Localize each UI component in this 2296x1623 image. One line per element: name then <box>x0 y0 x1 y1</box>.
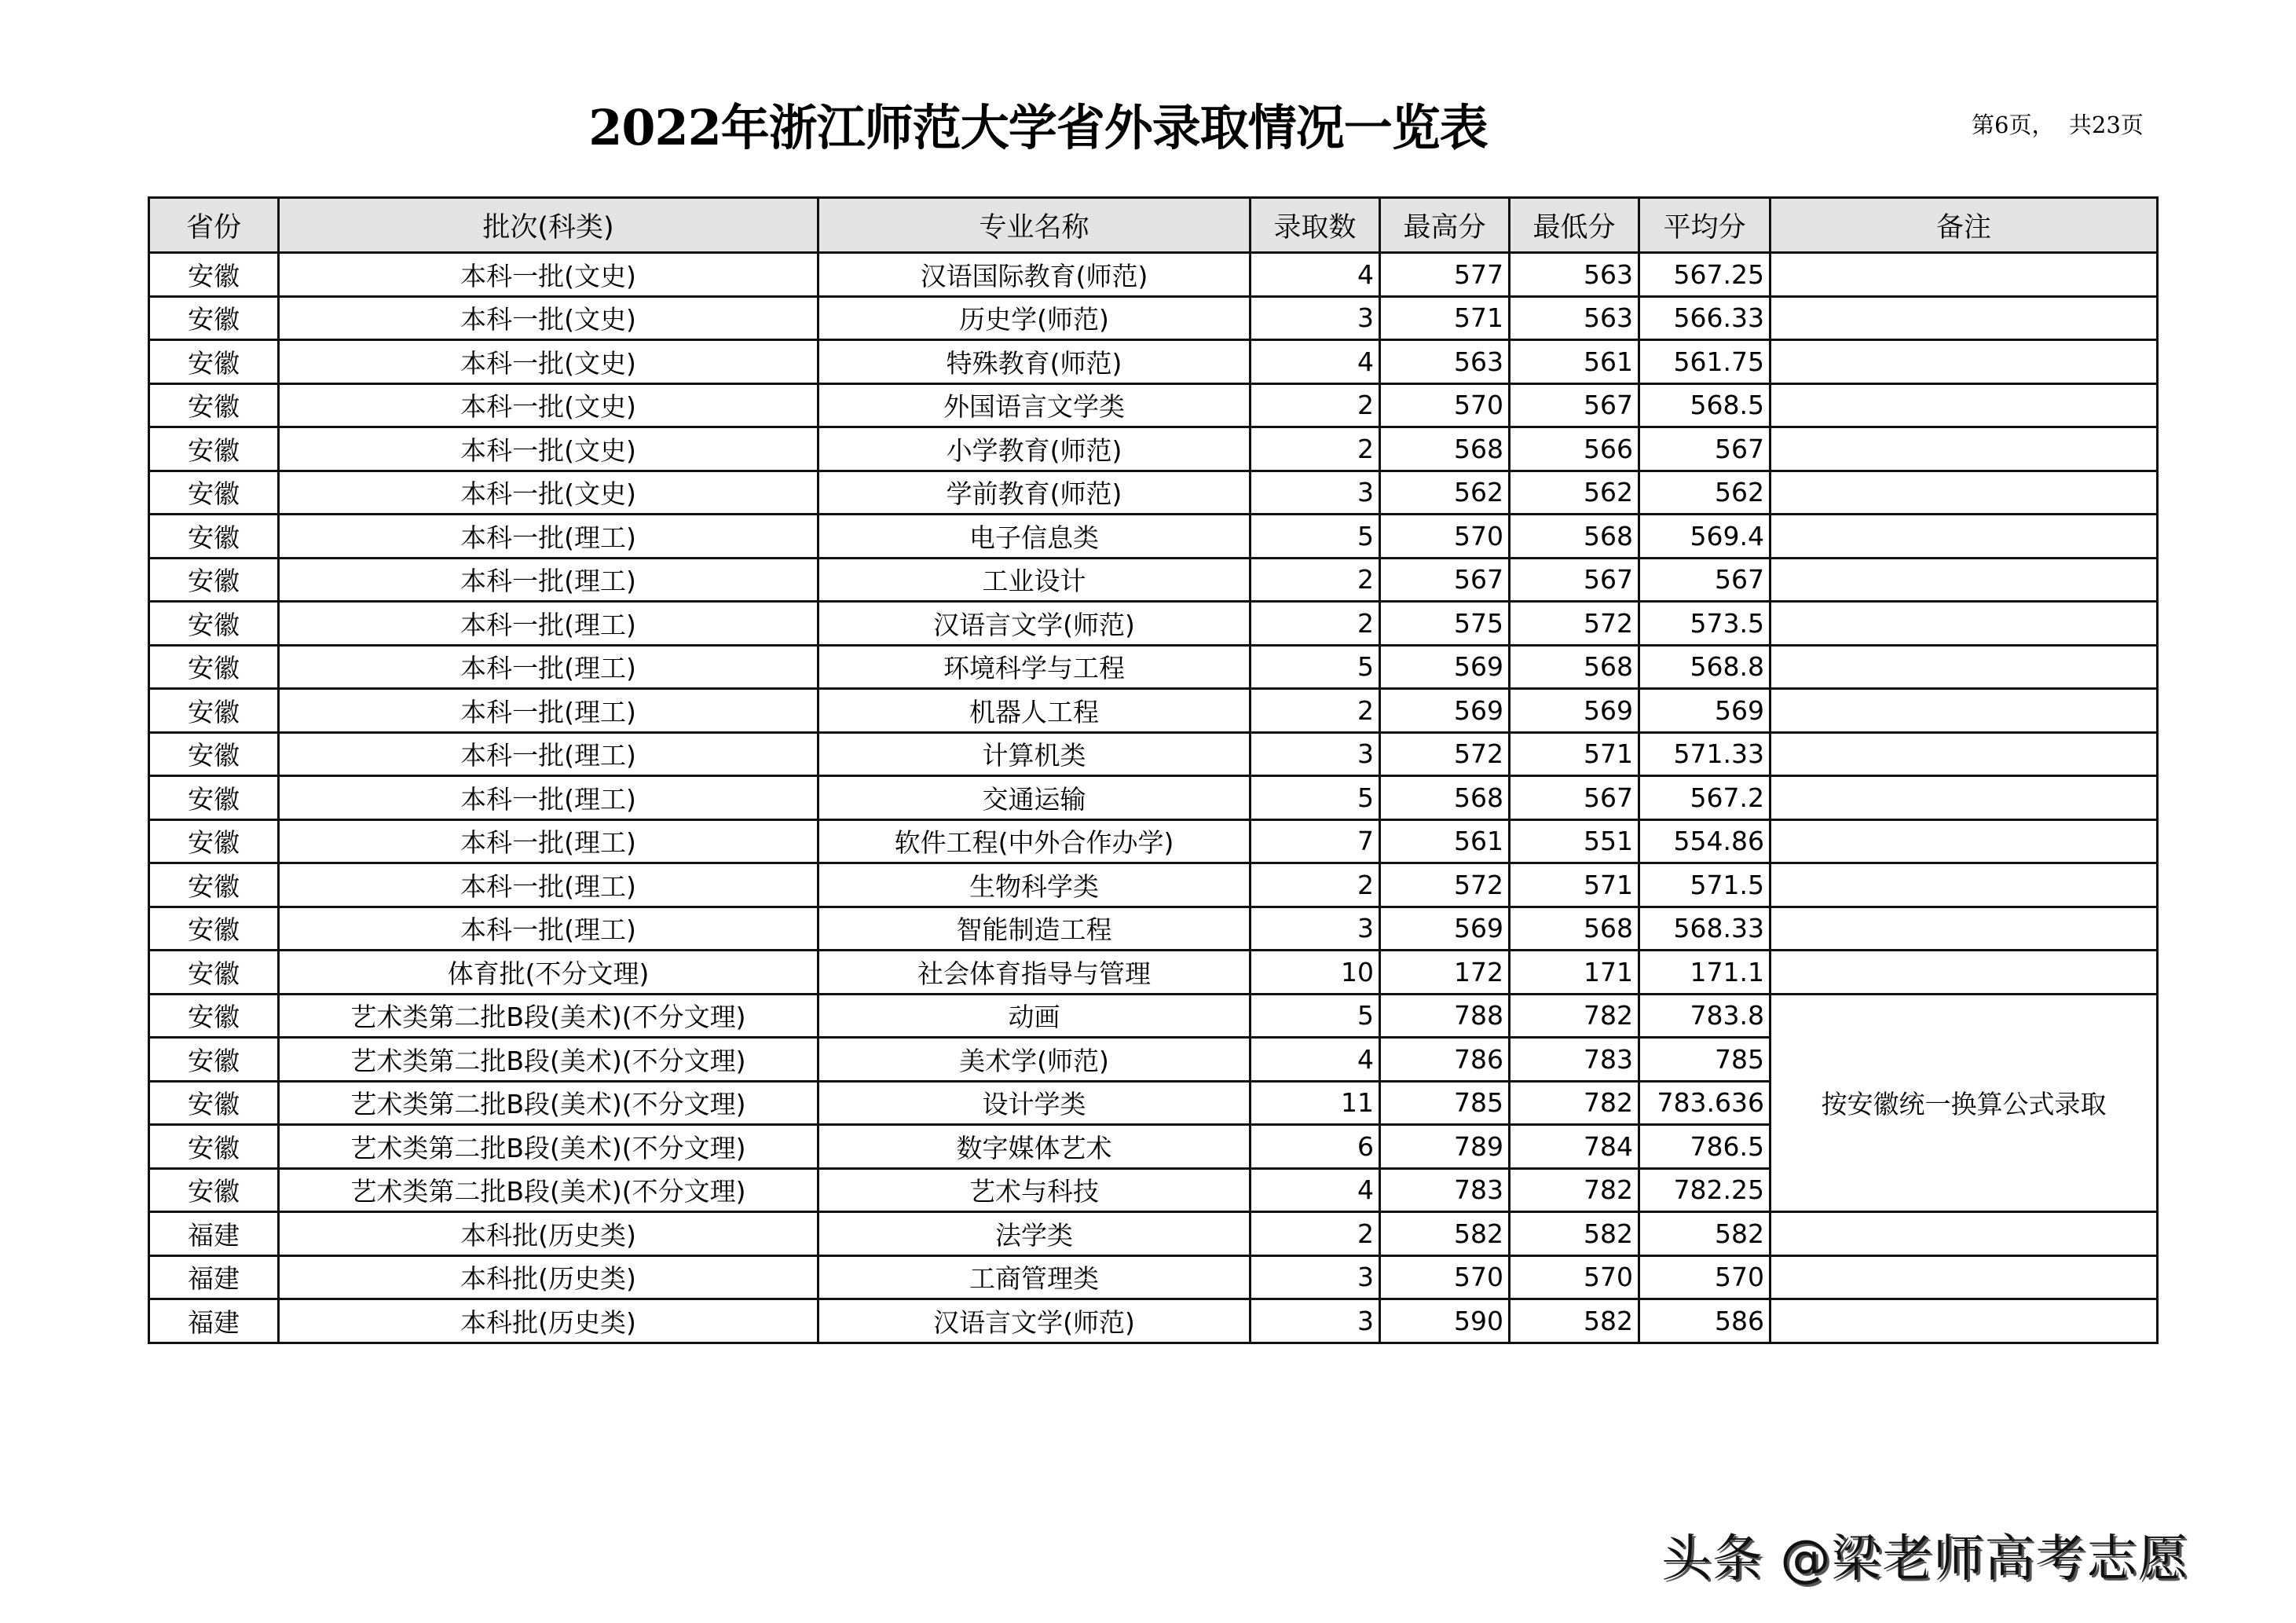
header-avg-score: 平均分 <box>1639 198 1771 253</box>
batch-cell: 本科一批(理工) <box>279 732 818 776</box>
major-cell: 生物科学类 <box>818 863 1251 907</box>
max-score-cell: 570 <box>1380 383 1510 427</box>
note-cell <box>1771 776 2158 820</box>
max-score-cell: 575 <box>1380 602 1510 646</box>
batch-cell: 本科一批(理工) <box>279 907 818 951</box>
max-score-cell: 570 <box>1380 515 1510 559</box>
major-cell: 学前教育(师范) <box>818 471 1251 515</box>
count-cell: 4 <box>1251 1168 1380 1212</box>
note-cell <box>1771 427 2158 471</box>
batch-cell: 本科一批(理工) <box>279 689 818 733</box>
note-cell <box>1771 863 2158 907</box>
batch-cell: 本科一批(文史) <box>279 253 818 297</box>
table-row <box>149 558 2158 602</box>
table-row <box>149 951 2158 995</box>
province-cell: 安徽 <box>149 602 279 646</box>
min-score-cell: 571 <box>1510 863 1639 907</box>
note-cell <box>1771 383 2158 427</box>
max-score-cell: 570 <box>1380 1255 1510 1299</box>
min-score-cell: 782 <box>1510 1168 1639 1212</box>
header-max-score: 最高分 <box>1380 198 1510 253</box>
note-cell <box>1771 645 2158 689</box>
count-cell: 5 <box>1251 776 1380 820</box>
count-cell: 5 <box>1251 515 1380 559</box>
max-score-cell: 786 <box>1380 1038 1510 1082</box>
major-cell: 智能制造工程 <box>818 907 1251 951</box>
major-cell: 机器人工程 <box>818 689 1251 733</box>
count-cell: 2 <box>1251 383 1380 427</box>
note-cell <box>1771 907 2158 951</box>
admission-table <box>148 196 2159 1344</box>
count-cell: 7 <box>1251 819 1380 863</box>
province-cell: 安徽 <box>149 1081 279 1125</box>
batch-cell: 本科一批(文史) <box>279 340 818 384</box>
batch-cell: 本科批(历史类) <box>279 1299 818 1343</box>
header-major: 专业名称 <box>818 198 1251 253</box>
max-score-cell: 785 <box>1380 1081 1510 1125</box>
max-score-cell: 172 <box>1380 951 1510 995</box>
min-score-cell: 570 <box>1510 1255 1639 1299</box>
avg-score-cell: 562 <box>1639 471 1771 515</box>
major-cell: 环境科学与工程 <box>818 645 1251 689</box>
table-row <box>149 907 2158 951</box>
count-cell: 3 <box>1251 732 1380 776</box>
count-cell: 2 <box>1251 602 1380 646</box>
province-cell: 安徽 <box>149 776 279 820</box>
table-row <box>149 994 2158 1038</box>
major-cell: 计算机类 <box>818 732 1251 776</box>
major-cell: 电子信息类 <box>818 515 1251 559</box>
note-cell <box>1771 689 2158 733</box>
count-cell: 5 <box>1251 645 1380 689</box>
avg-score-cell: 783.8 <box>1639 994 1771 1038</box>
count-cell: 3 <box>1251 1255 1380 1299</box>
avg-score-cell: 569 <box>1639 689 1771 733</box>
avg-score-cell: 171.1 <box>1639 951 1771 995</box>
table-body <box>149 253 2158 1343</box>
max-score-cell: 572 <box>1380 863 1510 907</box>
major-cell: 设计学类 <box>818 1081 1251 1125</box>
province-cell: 安徽 <box>149 253 279 297</box>
note-cell <box>1771 1255 2158 1299</box>
note-cell <box>1771 819 2158 863</box>
max-score-cell: 569 <box>1380 689 1510 733</box>
avg-score-cell: 786.5 <box>1639 1125 1771 1169</box>
major-cell: 法学类 <box>818 1212 1251 1256</box>
table-row <box>149 340 2158 384</box>
avg-score-cell: 571.5 <box>1639 863 1771 907</box>
province-cell: 安徽 <box>149 1038 279 1082</box>
avg-score-cell: 566.33 <box>1639 296 1771 340</box>
major-cell: 历史学(师范) <box>818 296 1251 340</box>
avg-score-cell: 568.5 <box>1639 383 1771 427</box>
major-cell: 交通运输 <box>818 776 1251 820</box>
avg-score-cell: 567.25 <box>1639 253 1771 297</box>
note-cell <box>1771 1212 2158 1256</box>
header-count: 录取数 <box>1251 198 1380 253</box>
count-cell: 4 <box>1251 340 1380 384</box>
min-score-cell: 567 <box>1510 383 1639 427</box>
max-score-cell: 568 <box>1380 427 1510 471</box>
min-score-cell: 568 <box>1510 645 1639 689</box>
major-cell: 汉语国际教育(师范) <box>818 253 1251 297</box>
province-cell: 安徽 <box>149 645 279 689</box>
min-score-cell: 571 <box>1510 732 1639 776</box>
count-cell: 2 <box>1251 863 1380 907</box>
avg-score-cell: 571.33 <box>1639 732 1771 776</box>
province-cell: 安徽 <box>149 951 279 995</box>
count-cell: 3 <box>1251 471 1380 515</box>
watermark: 头条 @梁老师高考志愿 <box>1661 1530 2189 1588</box>
note-cell <box>1771 602 2158 646</box>
note-cell <box>1771 1299 2158 1343</box>
min-score-cell: 782 <box>1510 994 1639 1038</box>
batch-cell: 本科一批(文史) <box>279 296 818 340</box>
batch-cell: 体育批(不分文理) <box>279 951 818 995</box>
table-row <box>149 471 2158 515</box>
avg-score-cell: 567 <box>1639 558 1771 602</box>
province-cell: 福建 <box>149 1212 279 1256</box>
min-score-cell: 551 <box>1510 819 1639 863</box>
min-score-cell: 568 <box>1510 515 1639 559</box>
batch-cell: 本科一批(文史) <box>279 383 818 427</box>
header-province: 省份 <box>149 198 279 253</box>
province-cell: 安徽 <box>149 471 279 515</box>
max-score-cell: 561 <box>1380 819 1510 863</box>
min-score-cell: 582 <box>1510 1212 1639 1256</box>
major-cell: 汉语言文学(师范) <box>818 602 1251 646</box>
avg-score-cell: 567 <box>1639 427 1771 471</box>
major-cell: 社会体育指导与管理 <box>818 951 1251 995</box>
count-cell: 10 <box>1251 951 1380 995</box>
major-cell: 数字媒体艺术 <box>818 1125 1251 1169</box>
province-cell: 安徽 <box>149 994 279 1038</box>
min-score-cell: 171 <box>1510 951 1639 995</box>
header-note: 备注 <box>1771 198 2158 253</box>
min-score-cell: 572 <box>1510 602 1639 646</box>
min-score-cell: 563 <box>1510 253 1639 297</box>
min-score-cell: 563 <box>1510 296 1639 340</box>
table-row <box>149 776 2158 820</box>
major-cell: 美术学(师范) <box>818 1038 1251 1082</box>
note-cell <box>1771 471 2158 515</box>
min-score-cell: 566 <box>1510 427 1639 471</box>
province-cell: 安徽 <box>149 907 279 951</box>
min-score-cell: 562 <box>1510 471 1639 515</box>
table-row <box>149 1299 2158 1343</box>
batch-cell: 本科一批(文史) <box>279 427 818 471</box>
batch-cell: 本科一批(理工) <box>279 558 818 602</box>
batch-cell: 艺术类第二批B段(美术)(不分文理) <box>279 1081 818 1125</box>
avg-score-cell: 783.636 <box>1639 1081 1771 1125</box>
major-cell: 小学教育(师范) <box>818 427 1251 471</box>
count-cell: 3 <box>1251 296 1380 340</box>
count-cell: 4 <box>1251 1038 1380 1082</box>
table-row <box>149 515 2158 559</box>
max-score-cell: 569 <box>1380 645 1510 689</box>
table-row <box>149 253 2158 297</box>
batch-cell: 本科一批(理工) <box>279 602 818 646</box>
max-score-cell: 582 <box>1380 1212 1510 1256</box>
max-score-cell: 569 <box>1380 907 1510 951</box>
count-cell: 2 <box>1251 689 1380 733</box>
min-score-cell: 567 <box>1510 558 1639 602</box>
count-cell: 2 <box>1251 1212 1380 1256</box>
batch-cell: 艺术类第二批B段(美术)(不分文理) <box>279 1038 818 1082</box>
batch-cell: 本科一批(文史) <box>279 471 818 515</box>
max-score-cell: 590 <box>1380 1299 1510 1343</box>
table-row <box>149 1212 2158 1256</box>
avg-score-cell: 573.5 <box>1639 602 1771 646</box>
avg-score-cell: 567.2 <box>1639 776 1771 820</box>
batch-cell: 本科一批(理工) <box>279 645 818 689</box>
min-score-cell: 561 <box>1510 340 1639 384</box>
batch-cell: 本科批(历史类) <box>279 1212 818 1256</box>
max-score-cell: 788 <box>1380 994 1510 1038</box>
province-cell: 安徽 <box>149 732 279 776</box>
avg-score-cell: 569.4 <box>1639 515 1771 559</box>
note-cell <box>1771 732 2158 776</box>
table-row <box>149 383 2158 427</box>
note-cell-merged: 按安徽统一换算公式录取 <box>1771 994 2158 1212</box>
min-score-cell: 568 <box>1510 907 1639 951</box>
avg-score-cell: 554.86 <box>1639 819 1771 863</box>
major-cell: 工业设计 <box>818 558 1251 602</box>
batch-cell: 本科一批(理工) <box>279 863 818 907</box>
province-cell: 安徽 <box>149 689 279 733</box>
max-score-cell: 567 <box>1380 558 1510 602</box>
note-cell <box>1771 515 2158 559</box>
batch-cell: 艺术类第二批B段(美术)(不分文理) <box>279 994 818 1038</box>
count-cell: 11 <box>1251 1081 1380 1125</box>
header-min-score: 最低分 <box>1510 198 1639 253</box>
count-cell: 6 <box>1251 1125 1380 1169</box>
min-score-cell: 569 <box>1510 689 1639 733</box>
avg-score-cell: 785 <box>1639 1038 1771 1082</box>
note-cell <box>1771 340 2158 384</box>
major-cell: 特殊教育(师范) <box>818 340 1251 384</box>
province-cell: 安徽 <box>149 340 279 384</box>
note-cell <box>1771 253 2158 297</box>
avg-score-cell: 561.75 <box>1639 340 1771 384</box>
page-indicator: 第6页， 共23页 <box>1972 112 2144 138</box>
table-row <box>149 819 2158 863</box>
min-score-cell: 782 <box>1510 1081 1639 1125</box>
major-cell: 工商管理类 <box>818 1255 1251 1299</box>
avg-score-cell: 568.8 <box>1639 645 1771 689</box>
count-cell: 3 <box>1251 1299 1380 1343</box>
avg-score-cell: 582 <box>1639 1212 1771 1256</box>
document-title-text: 2022年浙江师范大学省外录取情况一览表 <box>588 99 1488 156</box>
avg-score-cell: 568.33 <box>1639 907 1771 951</box>
province-cell: 福建 <box>149 1299 279 1343</box>
count-cell: 2 <box>1251 427 1380 471</box>
max-score-cell: 577 <box>1380 253 1510 297</box>
min-score-cell: 783 <box>1510 1038 1639 1082</box>
batch-cell: 本科批(历史类) <box>279 1255 818 1299</box>
note-cell <box>1771 951 2158 995</box>
table-row <box>149 689 2158 733</box>
batch-cell: 本科一批(理工) <box>279 819 818 863</box>
major-cell: 艺术与科技 <box>818 1168 1251 1212</box>
major-cell: 外国语言文学类 <box>818 383 1251 427</box>
major-cell: 软件工程(中外合作办学) <box>818 819 1251 863</box>
avg-score-cell: 570 <box>1639 1255 1771 1299</box>
batch-cell: 艺术类第二批B段(美术)(不分文理) <box>279 1125 818 1169</box>
note-cell <box>1771 296 2158 340</box>
province-cell: 安徽 <box>149 296 279 340</box>
max-score-cell: 572 <box>1380 732 1510 776</box>
count-cell: 3 <box>1251 907 1380 951</box>
province-cell: 安徽 <box>149 558 279 602</box>
province-cell: 安徽 <box>149 427 279 471</box>
document-title <box>0 93 2296 163</box>
count-cell: 2 <box>1251 558 1380 602</box>
count-cell: 4 <box>1251 253 1380 297</box>
table-row <box>149 296 2158 340</box>
max-score-cell: 562 <box>1380 471 1510 515</box>
province-cell: 安徽 <box>149 863 279 907</box>
province-cell: 安徽 <box>149 1168 279 1212</box>
major-cell: 动画 <box>818 994 1251 1038</box>
table-header-row <box>149 198 2158 253</box>
table-row <box>149 732 2158 776</box>
table-row <box>149 863 2158 907</box>
avg-score-cell: 782.25 <box>1639 1168 1771 1212</box>
min-score-cell: 784 <box>1510 1125 1639 1169</box>
table-row <box>149 645 2158 689</box>
batch-cell: 本科一批(理工) <box>279 776 818 820</box>
header-batch: 批次(科类) <box>279 198 818 253</box>
max-score-cell: 563 <box>1380 340 1510 384</box>
max-score-cell: 789 <box>1380 1125 1510 1169</box>
table-row <box>149 427 2158 471</box>
min-score-cell: 582 <box>1510 1299 1639 1343</box>
province-cell: 福建 <box>149 1255 279 1299</box>
max-score-cell: 571 <box>1380 296 1510 340</box>
max-score-cell: 783 <box>1380 1168 1510 1212</box>
min-score-cell: 567 <box>1510 776 1639 820</box>
batch-cell: 艺术类第二批B段(美术)(不分文理) <box>279 1168 818 1212</box>
max-score-cell: 568 <box>1380 776 1510 820</box>
batch-cell: 本科一批(理工) <box>279 515 818 559</box>
province-cell: 安徽 <box>149 383 279 427</box>
province-cell: 安徽 <box>149 1125 279 1169</box>
province-cell: 安徽 <box>149 819 279 863</box>
table-row <box>149 1255 2158 1299</box>
province-cell: 安徽 <box>149 515 279 559</box>
avg-score-cell: 586 <box>1639 1299 1771 1343</box>
major-cell: 汉语言文学(师范) <box>818 1299 1251 1343</box>
table-row <box>149 602 2158 646</box>
count-cell: 5 <box>1251 994 1380 1038</box>
note-cell <box>1771 558 2158 602</box>
